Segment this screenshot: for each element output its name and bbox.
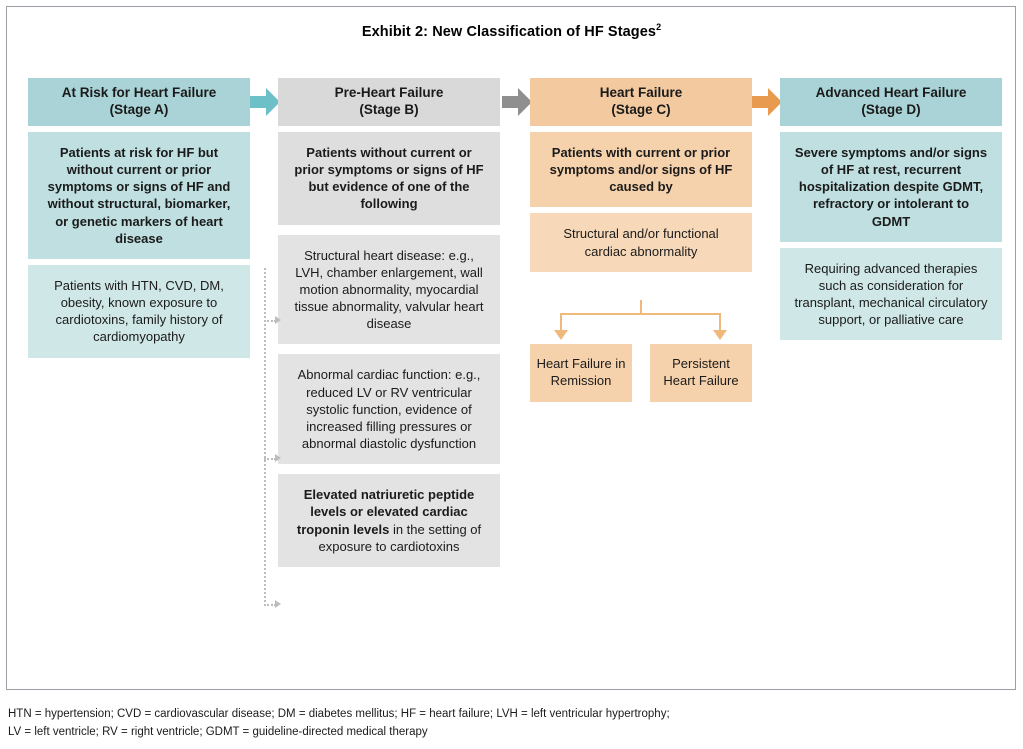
stage-a-header-line1: At Risk for Heart Failure xyxy=(61,85,217,101)
stage-c-branch-connector xyxy=(530,300,752,346)
page-title-superscript: 2 xyxy=(656,22,662,32)
stage-b-primary-box: Patients without current or prior symptoms or signs of HF but evidence of one of the following xyxy=(278,132,500,225)
stage-d-header-line2: (Stage D) xyxy=(861,102,921,117)
footnote xyxy=(8,706,1008,742)
stage-b-criterion-biomarker-rest: in the setting of exposure to cardiotoxins xyxy=(318,521,482,554)
column-header-stage-c xyxy=(530,78,752,126)
column-header-stage-d xyxy=(780,78,1002,126)
stage-c-header-line2: (Stage C) xyxy=(611,102,671,117)
stage-a-primary-box: Patients at risk for HF but without current or prior symptoms or signs of HF and without structural, biomarker, or genetic markers of heart disease xyxy=(28,132,250,259)
column-header-stage-b xyxy=(278,78,500,126)
footnote-line-2: LV = left ventricle; RV = right ventricle; GDMT = guideline-directed medical therapy xyxy=(8,725,428,738)
stage-c-subtypes xyxy=(530,344,752,402)
stage-c-subtype-persistent: Persistent Heart Failure xyxy=(650,344,752,402)
stage-b-criterion-biomarker xyxy=(278,474,500,567)
column-stage-a xyxy=(28,78,250,358)
stage-b-criterion-biomarker-bold: Elevated natriuretic peptide levels or elevated cardiac troponin levels xyxy=(296,487,475,537)
stage-a-header-line2: (Stage A) xyxy=(109,102,169,117)
stage-d-primary-box: Severe symptoms and/or signs of HF at rest, recurrent hospitalization despite GDMT, refractory or intolerant to GDMT xyxy=(780,132,1002,242)
column-stage-d xyxy=(780,78,1002,340)
footnote-line-1: HTN = hypertension; CVD = cardiovascular disease; DM = diabetes mellitus; HF = heart failure; LVH = left ventricular hypertrophy; xyxy=(8,708,670,720)
page-title-text: Exhibit 2: New Classification of HF Stages xyxy=(361,23,657,40)
column-stage-c xyxy=(530,78,752,272)
stage-b-criterion-structural: Structural heart disease: e.g., LVH, chamber enlargement, wall motion abnormality, myocardial tissue abnormality, valvular heart disease xyxy=(278,235,500,345)
stage-b-header-line2: (Stage B) xyxy=(359,102,419,117)
stage-c-secondary-box: Structural and/or functional cardiac abnormality xyxy=(530,213,752,271)
stage-d-secondary-box: Requiring advanced therapies such as consideration for transplant, mechanical circulatory support, or palliative care xyxy=(780,248,1002,341)
column-stage-b xyxy=(278,78,500,567)
stage-c-header-line1: Heart Failure xyxy=(599,85,683,101)
stage-c-primary-box: Patients with current or prior symptoms and/or signs of HF caused by xyxy=(530,132,752,207)
stage-b-connector xyxy=(264,268,280,608)
stage-b-criterion-function: Abnormal cardiac function: e.g., reduced LV or RV ventricular systolic function, evidence of increased filling pressures or abnormal diastolic dysfunction xyxy=(278,354,500,464)
stage-d-header-line1: Advanced Heart Failure xyxy=(815,85,967,101)
stage-c-subtype-remission: Heart Failure in Remission xyxy=(530,344,632,402)
page-title xyxy=(0,22,1023,40)
stage-a-secondary-box: Patients with HTN, CVD, DM, obesity, known exposure to cardiotoxins, family history of cardiomyopathy xyxy=(28,265,250,358)
column-header-stage-a xyxy=(28,78,250,126)
stage-b-header-line1: Pre-Heart Failure xyxy=(334,85,444,101)
